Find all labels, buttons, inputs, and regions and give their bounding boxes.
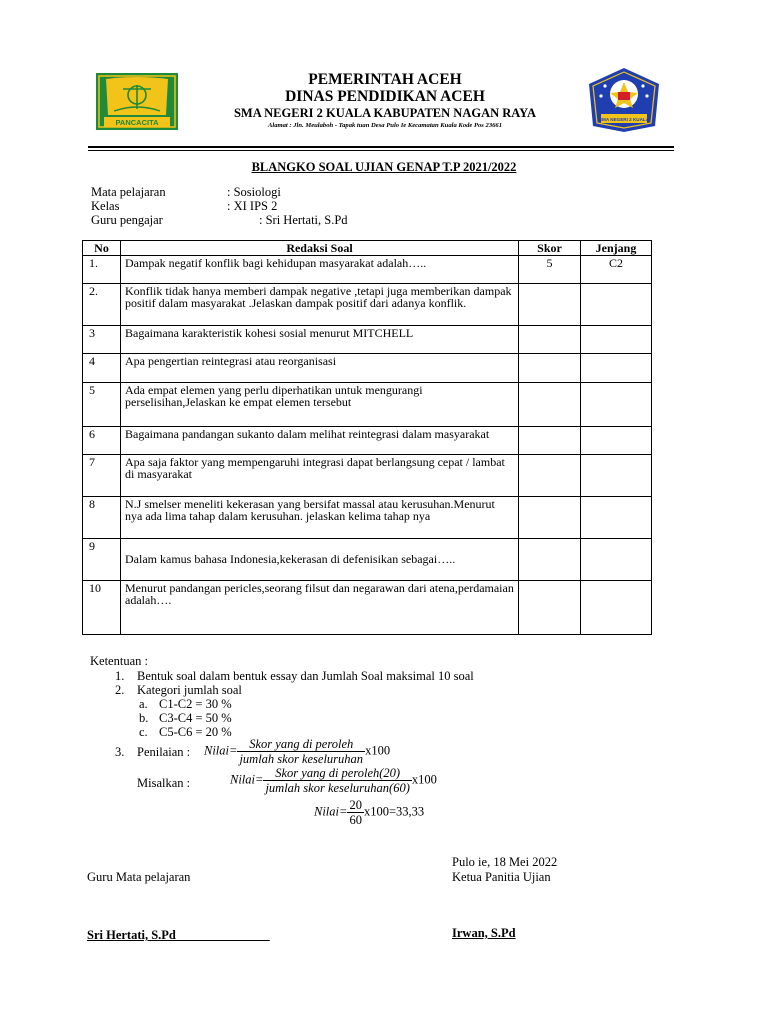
ketentuan-item-2: Kategori jumlah soal xyxy=(137,683,242,697)
table-row xyxy=(83,325,652,353)
teacher-name: Sri Hertati, S.Pd xyxy=(87,928,176,942)
school-logo xyxy=(585,66,663,133)
header-line-1: PEMERINTAH ACEH xyxy=(308,71,462,88)
row-question: Bagaimana karakteristik kohesi sosial menurut MITCHELL xyxy=(121,325,519,353)
penilaian-label: Penilaian : xyxy=(137,745,191,759)
row-level xyxy=(581,426,652,454)
header-address: Alamat : Jln. Meulaboh - Tapak tuan Desa Pulo Ie Kecamatan Kuala Kode Pos 23661 xyxy=(267,122,503,129)
result-fraction xyxy=(347,798,364,827)
info-label-class: Kelas xyxy=(91,199,120,213)
header-line-2: DINAS PENDIDIKAN ACEH xyxy=(285,88,485,105)
row-score xyxy=(519,325,581,353)
row-question: N.J smelser meneliti kekerasan yang bersifat massal atau kerusuhan.Menurut nya ada lima tahap dalam kerusuhan. jelaskan kelima tahap nya xyxy=(121,496,519,538)
ketentuan-number-1: 1. xyxy=(115,669,125,683)
row-no: 9 xyxy=(83,538,121,580)
formula-lhs: Nilai= xyxy=(204,743,238,758)
row-question: Menurut pandangan pericles,seorang filsut dan negarawan dari atena,perdamaian adalah…. xyxy=(121,580,519,634)
row-level xyxy=(581,454,652,496)
row-score xyxy=(519,454,581,496)
ketentuan-sub-b: C3-C4 = 50 % xyxy=(159,711,232,725)
row-level xyxy=(581,325,652,353)
teacher-signature xyxy=(87,926,270,944)
table-row xyxy=(83,496,652,538)
ketentuan-sub-letter-b: b. xyxy=(139,711,149,725)
row-no: 6 xyxy=(83,426,121,454)
col-header-jenjang: Jenjang xyxy=(581,241,652,256)
row-question: Dalam kamus bahasa Indonesia,kekerasan di defenisikan sebagai….. xyxy=(121,538,519,580)
table-row xyxy=(83,255,652,283)
formula-fraction xyxy=(237,737,365,766)
row-score xyxy=(519,538,581,580)
info-label-teacher: Guru pengajar xyxy=(91,213,163,227)
info-value-teacher: : Sri Hertati, S.Pd xyxy=(259,213,348,227)
ketentuan-number-3: 3. xyxy=(115,745,125,759)
ketentuan-sub-a: C1-C2 = 30 % xyxy=(159,697,232,711)
table-row xyxy=(83,382,652,426)
misalkan-label: Misalkan : xyxy=(137,776,191,790)
table-row xyxy=(83,454,652,496)
row-score xyxy=(519,426,581,454)
info-value-subject: : Sosiologi xyxy=(227,185,281,199)
row-level xyxy=(581,538,652,580)
row-question: Ada empat elemen yang perlu diperhatikan untuk mengurangi perselisihan,Jelaskan ke empat elemen tersebut xyxy=(121,382,519,426)
row-no: 8 xyxy=(83,496,121,538)
table-header-row xyxy=(83,241,652,256)
row-score xyxy=(519,283,581,325)
ketentuan-sub-c: C5-C6 = 20 % xyxy=(159,725,232,739)
col-header-skor: Skor xyxy=(519,241,581,256)
row-question: Dampak negatif konflik bagi kehidupan masyarakat adalah….. xyxy=(121,255,519,283)
info-label-subject: Mata pelajaran xyxy=(91,185,166,199)
ketentuan-number-2: 2. xyxy=(115,683,125,697)
header-rule-thin xyxy=(88,150,674,151)
row-level xyxy=(581,382,652,426)
row-no: 5 xyxy=(83,382,121,426)
result-formula xyxy=(314,798,424,827)
example-formula xyxy=(230,766,437,795)
row-question: Apa saja faktor yang mempengaruhi integrasi dapat berlangsung cepat / lambat di masyarakat xyxy=(121,454,519,496)
row-level xyxy=(581,580,652,634)
row-score: 5 xyxy=(519,255,581,283)
result-denominator: 60 xyxy=(349,813,362,827)
row-score xyxy=(519,496,581,538)
example-tail: x100 xyxy=(411,772,437,787)
result-tail: x100=33,33 xyxy=(363,804,425,819)
formula-numerator: Skor yang di peroleh xyxy=(237,737,365,752)
formula-denominator: jumlah skor keseluruhan xyxy=(239,752,364,766)
aceh-government-logo xyxy=(96,73,178,130)
formula-tail: x100 xyxy=(365,743,391,758)
row-level xyxy=(581,496,652,538)
example-lhs: Nilai= xyxy=(230,772,264,787)
question-table xyxy=(82,240,652,635)
row-level: C2 xyxy=(581,255,652,283)
row-no: 7 xyxy=(83,454,121,496)
result-numerator: 20 xyxy=(349,798,362,812)
example-numerator: Skor yang di peroleh(20) xyxy=(263,766,411,781)
row-no: 4 xyxy=(83,353,121,382)
result-lhs: Nilai= xyxy=(314,804,348,819)
table-row xyxy=(83,353,652,382)
place-date: Pulo ie, 18 Mei 2022 xyxy=(452,855,558,869)
row-question: Bagaimana pandangan sukanto dalam melihat reintegrasi dalam masyarakat xyxy=(121,426,519,454)
committee-role: Ketua Panitia Ujian xyxy=(452,870,551,884)
ketentuan-item-1: Bentuk soal dalam bentuk essay dan Jumlah Soal maksimal 10 soal xyxy=(137,669,474,683)
example-denominator: jumlah skor keseluruhan(60) xyxy=(265,781,410,795)
document-title: BLANGKO SOAL UJIAN GENAP T.P 2021/2022 xyxy=(251,160,517,174)
row-no: 1. xyxy=(83,255,121,283)
row-level xyxy=(581,353,652,382)
table-row xyxy=(83,538,652,580)
row-score xyxy=(519,382,581,426)
penilaian-formula xyxy=(204,737,390,766)
header-rule-thick xyxy=(88,146,674,148)
row-score xyxy=(519,580,581,634)
row-score xyxy=(519,353,581,382)
school-logo-text: SMA NEGERI 2 KUALA xyxy=(598,117,650,122)
row-no: 2. xyxy=(83,283,121,325)
table-row xyxy=(83,580,652,634)
ketentuan-sub-letter-a: a. xyxy=(139,697,148,711)
row-no: 3 xyxy=(83,325,121,353)
aceh-logo-text: PANCACITA xyxy=(115,118,159,127)
row-level xyxy=(581,283,652,325)
teacher-role: Guru Mata pelajaran xyxy=(87,870,191,884)
ketentuan-heading: Ketentuan : xyxy=(90,654,148,668)
example-fraction xyxy=(263,766,411,795)
table-row xyxy=(83,426,652,454)
table-row xyxy=(83,283,652,325)
row-no: 10 xyxy=(83,580,121,634)
row-question: Konflik tidak hanya memberi dampak negative ,tetapi juga memberikan dampak positif dalam masyarakat .Jelaskan dampak positif dari adanya konflik. xyxy=(121,283,519,325)
teacher-signature-line: _______________ xyxy=(175,928,270,942)
row-question: Apa pengertian reintegrasi atau reorganisasi xyxy=(121,353,519,382)
header-school-name: SMA NEGERI 2 KUALA KABUPATEN NAGAN RAYA xyxy=(233,106,537,120)
ketentuan-sub-letter-c: c. xyxy=(139,725,148,739)
col-header-soal: Redaksi Soal xyxy=(121,241,519,256)
col-header-no: No xyxy=(83,241,121,256)
info-value-class: : XI IPS 2 xyxy=(227,199,278,213)
committee-chair-name: Irwan, S.Pd xyxy=(452,926,516,940)
